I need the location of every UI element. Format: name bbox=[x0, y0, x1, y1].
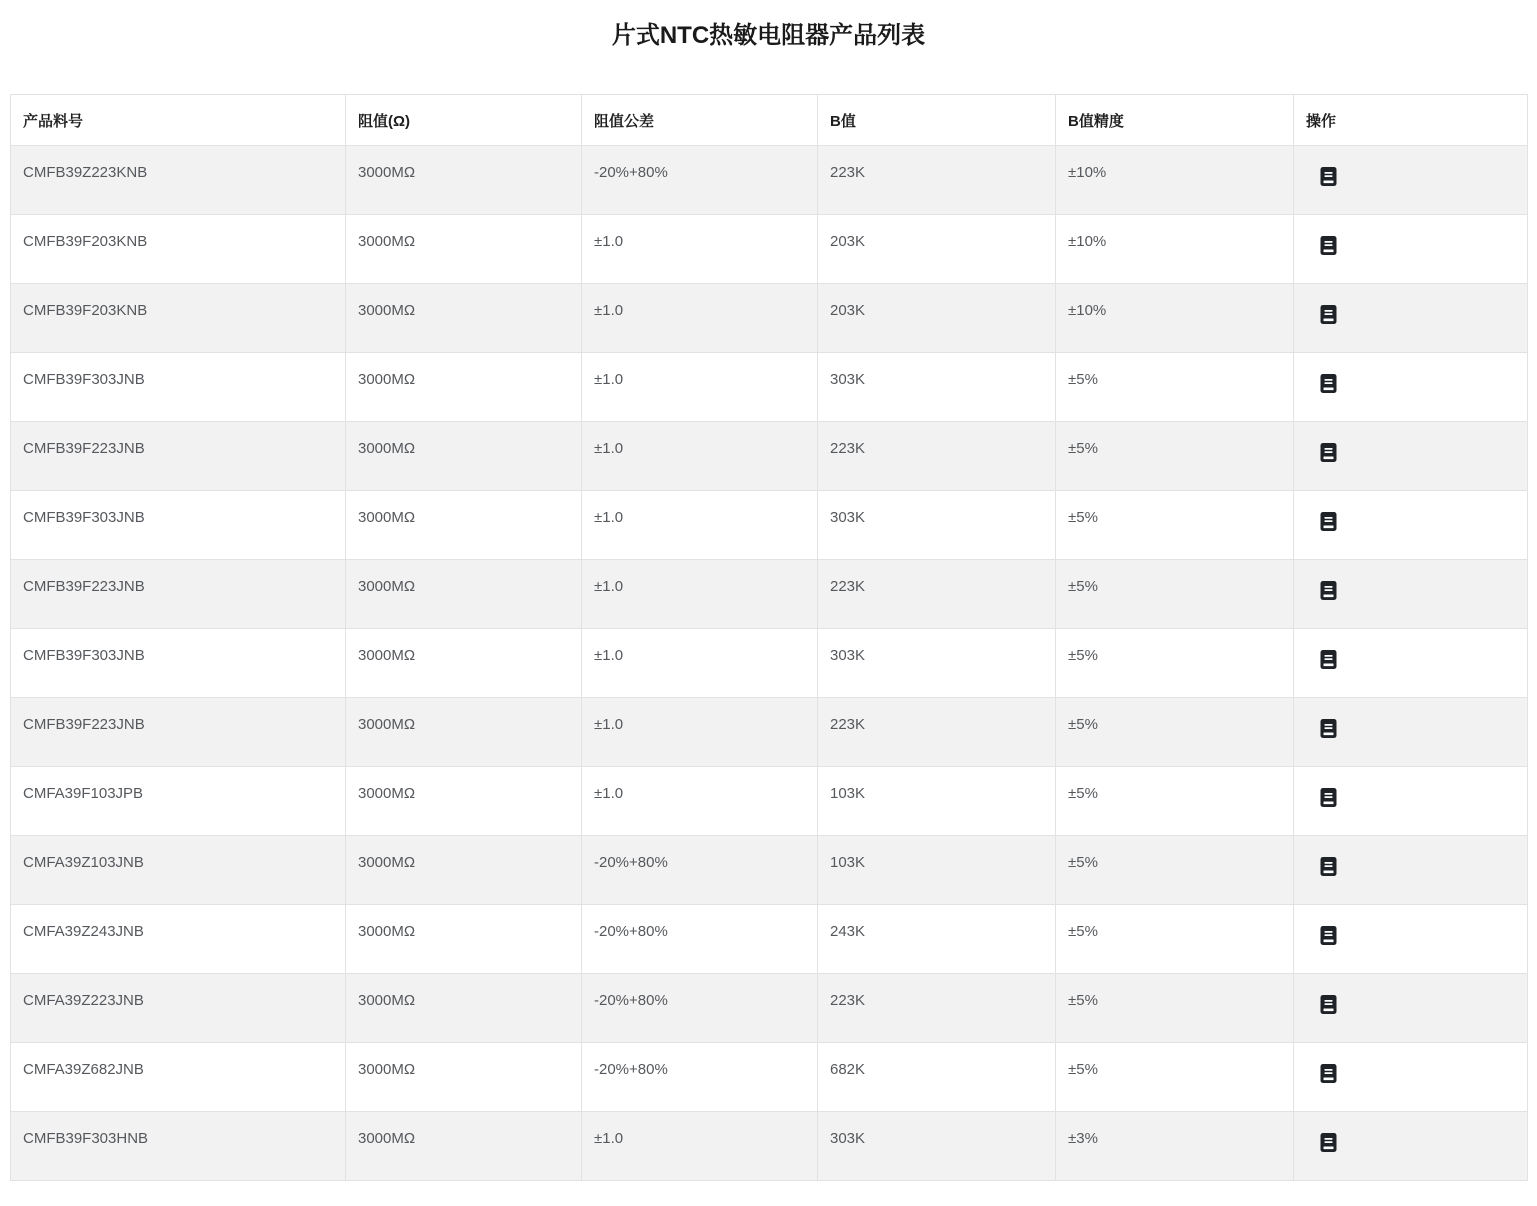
cell-b-precision: ±5% bbox=[1056, 836, 1294, 905]
table-row bbox=[11, 698, 1528, 767]
table-row bbox=[11, 284, 1528, 353]
product-table bbox=[10, 94, 1528, 1181]
cell-b-value: 223K bbox=[818, 560, 1056, 629]
cell-action bbox=[1294, 1112, 1528, 1181]
cell-tolerance: -20%+80% bbox=[582, 974, 818, 1043]
cell-b-precision: ±5% bbox=[1056, 1043, 1294, 1112]
table-row bbox=[11, 974, 1528, 1043]
cell-action bbox=[1294, 905, 1528, 974]
cell-resistance: 3000MΩ bbox=[346, 698, 582, 767]
cell-part-number: CMFB39F203KNB bbox=[11, 284, 346, 353]
cell-b-value: 303K bbox=[818, 353, 1056, 422]
cell-tolerance: -20%+80% bbox=[582, 146, 818, 215]
cell-b-value: 303K bbox=[818, 491, 1056, 560]
detail-button[interactable] bbox=[1320, 1063, 1337, 1084]
cell-action bbox=[1294, 560, 1528, 629]
cell-b-precision: ±10% bbox=[1056, 215, 1294, 284]
cell-action bbox=[1294, 974, 1528, 1043]
cell-tolerance: ±1.0 bbox=[582, 629, 818, 698]
cell-part-number: CMFA39Z243JNB bbox=[11, 905, 346, 974]
cell-tolerance: ±1.0 bbox=[582, 284, 818, 353]
detail-document-icon bbox=[1320, 166, 1337, 187]
table-row bbox=[11, 215, 1528, 284]
cell-b-precision: ±5% bbox=[1056, 560, 1294, 629]
table-row bbox=[11, 491, 1528, 560]
table-row bbox=[11, 560, 1528, 629]
cell-tolerance: ±1.0 bbox=[582, 560, 818, 629]
cell-tolerance: -20%+80% bbox=[582, 905, 818, 974]
cell-b-precision: ±5% bbox=[1056, 698, 1294, 767]
cell-part-number: CMFB39F303JNB bbox=[11, 629, 346, 698]
column-header-tolerance: 阻值公差 bbox=[582, 95, 818, 146]
cell-part-number: CMFA39Z103JNB bbox=[11, 836, 346, 905]
detail-button[interactable] bbox=[1320, 511, 1337, 532]
cell-part-number: CMFB39F223JNB bbox=[11, 422, 346, 491]
cell-part-number: CMFA39Z682JNB bbox=[11, 1043, 346, 1112]
detail-button[interactable] bbox=[1320, 373, 1337, 394]
cell-action bbox=[1294, 836, 1528, 905]
detail-document-icon bbox=[1320, 235, 1337, 256]
detail-document-icon bbox=[1320, 1132, 1337, 1153]
cell-b-value: 303K bbox=[818, 629, 1056, 698]
cell-b-value: 223K bbox=[818, 974, 1056, 1043]
cell-b-value: 103K bbox=[818, 836, 1056, 905]
cell-action bbox=[1294, 767, 1528, 836]
cell-tolerance: ±1.0 bbox=[582, 1112, 818, 1181]
detail-button[interactable] bbox=[1320, 856, 1337, 877]
detail-button[interactable] bbox=[1320, 442, 1337, 463]
cell-action bbox=[1294, 422, 1528, 491]
cell-part-number: CMFB39Z223KNB bbox=[11, 146, 346, 215]
cell-b-precision: ±10% bbox=[1056, 146, 1294, 215]
cell-b-value: 243K bbox=[818, 905, 1056, 974]
cell-action bbox=[1294, 698, 1528, 767]
cell-b-precision: ±5% bbox=[1056, 905, 1294, 974]
cell-action bbox=[1294, 629, 1528, 698]
cell-resistance: 3000MΩ bbox=[346, 491, 582, 560]
cell-b-precision: ±5% bbox=[1056, 422, 1294, 491]
cell-tolerance: ±1.0 bbox=[582, 422, 818, 491]
cell-action bbox=[1294, 1043, 1528, 1112]
product-table-container bbox=[10, 94, 1527, 1181]
detail-button[interactable] bbox=[1320, 718, 1337, 739]
table-header-row bbox=[11, 95, 1528, 146]
cell-resistance: 3000MΩ bbox=[346, 767, 582, 836]
column-header-resistance: 阻值(Ω) bbox=[346, 95, 582, 146]
column-header-b-value: B值 bbox=[818, 95, 1056, 146]
cell-resistance: 3000MΩ bbox=[346, 146, 582, 215]
detail-document-icon bbox=[1320, 994, 1337, 1015]
detail-document-icon bbox=[1320, 649, 1337, 670]
cell-b-value: 303K bbox=[818, 1112, 1056, 1181]
cell-part-number: CMFB39F223JNB bbox=[11, 698, 346, 767]
cell-b-precision: ±10% bbox=[1056, 284, 1294, 353]
cell-resistance: 3000MΩ bbox=[346, 836, 582, 905]
detail-button[interactable] bbox=[1320, 235, 1337, 256]
cell-resistance: 3000MΩ bbox=[346, 353, 582, 422]
table-row bbox=[11, 905, 1528, 974]
cell-part-number: CMFB39F303JNB bbox=[11, 491, 346, 560]
cell-action bbox=[1294, 215, 1528, 284]
detail-document-icon bbox=[1320, 373, 1337, 394]
column-header-action: 操作 bbox=[1294, 95, 1528, 146]
detail-document-icon bbox=[1320, 511, 1337, 532]
cell-tolerance: ±1.0 bbox=[582, 491, 818, 560]
cell-part-number: CMFB39F303JNB bbox=[11, 353, 346, 422]
column-header-b-precision: B值精度 bbox=[1056, 95, 1294, 146]
cell-resistance: 3000MΩ bbox=[346, 215, 582, 284]
cell-action bbox=[1294, 146, 1528, 215]
cell-tolerance: ±1.0 bbox=[582, 353, 818, 422]
cell-b-precision: ±3% bbox=[1056, 1112, 1294, 1181]
detail-button[interactable] bbox=[1320, 925, 1337, 946]
table-row bbox=[11, 422, 1528, 491]
cell-resistance: 3000MΩ bbox=[346, 1043, 582, 1112]
cell-b-value: 223K bbox=[818, 698, 1056, 767]
detail-document-icon bbox=[1320, 718, 1337, 739]
cell-action bbox=[1294, 284, 1528, 353]
cell-b-value: 103K bbox=[818, 767, 1056, 836]
detail-button[interactable] bbox=[1320, 787, 1337, 808]
cell-b-value: 223K bbox=[818, 422, 1056, 491]
detail-button[interactable] bbox=[1320, 1132, 1337, 1153]
cell-b-precision: ±5% bbox=[1056, 353, 1294, 422]
cell-part-number: CMFA39Z223JNB bbox=[11, 974, 346, 1043]
detail-document-icon bbox=[1320, 925, 1337, 946]
cell-b-value: 203K bbox=[818, 215, 1056, 284]
detail-document-icon bbox=[1320, 1063, 1337, 1084]
cell-action bbox=[1294, 491, 1528, 560]
page bbox=[0, 20, 1537, 1206]
cell-action bbox=[1294, 353, 1528, 422]
cell-resistance: 3000MΩ bbox=[346, 905, 582, 974]
cell-b-value: 223K bbox=[818, 146, 1056, 215]
detail-document-icon bbox=[1320, 442, 1337, 463]
table-row bbox=[11, 836, 1528, 905]
detail-button[interactable] bbox=[1320, 304, 1337, 325]
detail-button[interactable] bbox=[1320, 166, 1337, 187]
detail-button[interactable] bbox=[1320, 994, 1337, 1015]
table-row bbox=[11, 629, 1528, 698]
detail-document-icon bbox=[1320, 787, 1337, 808]
cell-tolerance: -20%+80% bbox=[582, 1043, 818, 1112]
detail-button[interactable] bbox=[1320, 649, 1337, 670]
table-row bbox=[11, 146, 1528, 215]
table-row bbox=[11, 353, 1528, 422]
detail-document-icon bbox=[1320, 856, 1337, 877]
detail-button[interactable] bbox=[1320, 580, 1337, 601]
cell-resistance: 3000MΩ bbox=[346, 284, 582, 353]
table-row bbox=[11, 1043, 1528, 1112]
column-header-part-number: 产品料号 bbox=[11, 95, 346, 146]
detail-document-icon bbox=[1320, 304, 1337, 325]
cell-b-value: 203K bbox=[818, 284, 1056, 353]
cell-part-number: CMFB39F223JNB bbox=[11, 560, 346, 629]
cell-resistance: 3000MΩ bbox=[346, 560, 582, 629]
cell-part-number: CMFA39F103JPB bbox=[11, 767, 346, 836]
cell-tolerance: -20%+80% bbox=[582, 836, 818, 905]
cell-resistance: 3000MΩ bbox=[346, 422, 582, 491]
table-row bbox=[11, 767, 1528, 836]
cell-resistance: 3000MΩ bbox=[346, 974, 582, 1043]
cell-b-precision: ±5% bbox=[1056, 974, 1294, 1043]
cell-tolerance: ±1.0 bbox=[582, 767, 818, 836]
cell-tolerance: ±1.0 bbox=[582, 215, 818, 284]
cell-b-precision: ±5% bbox=[1056, 629, 1294, 698]
cell-resistance: 3000MΩ bbox=[346, 629, 582, 698]
cell-b-value: 682K bbox=[818, 1043, 1056, 1112]
cell-b-precision: ±5% bbox=[1056, 767, 1294, 836]
table-row bbox=[11, 1112, 1528, 1181]
detail-document-icon bbox=[1320, 580, 1337, 601]
cell-part-number: CMFB39F203KNB bbox=[11, 215, 346, 284]
page-title: 片式NTC热敏电阻器产品列表 bbox=[611, 22, 926, 49]
cell-resistance: 3000MΩ bbox=[346, 1112, 582, 1181]
cell-b-precision: ±5% bbox=[1056, 491, 1294, 560]
cell-part-number: CMFB39F303HNB bbox=[11, 1112, 346, 1181]
cell-tolerance: ±1.0 bbox=[582, 698, 818, 767]
